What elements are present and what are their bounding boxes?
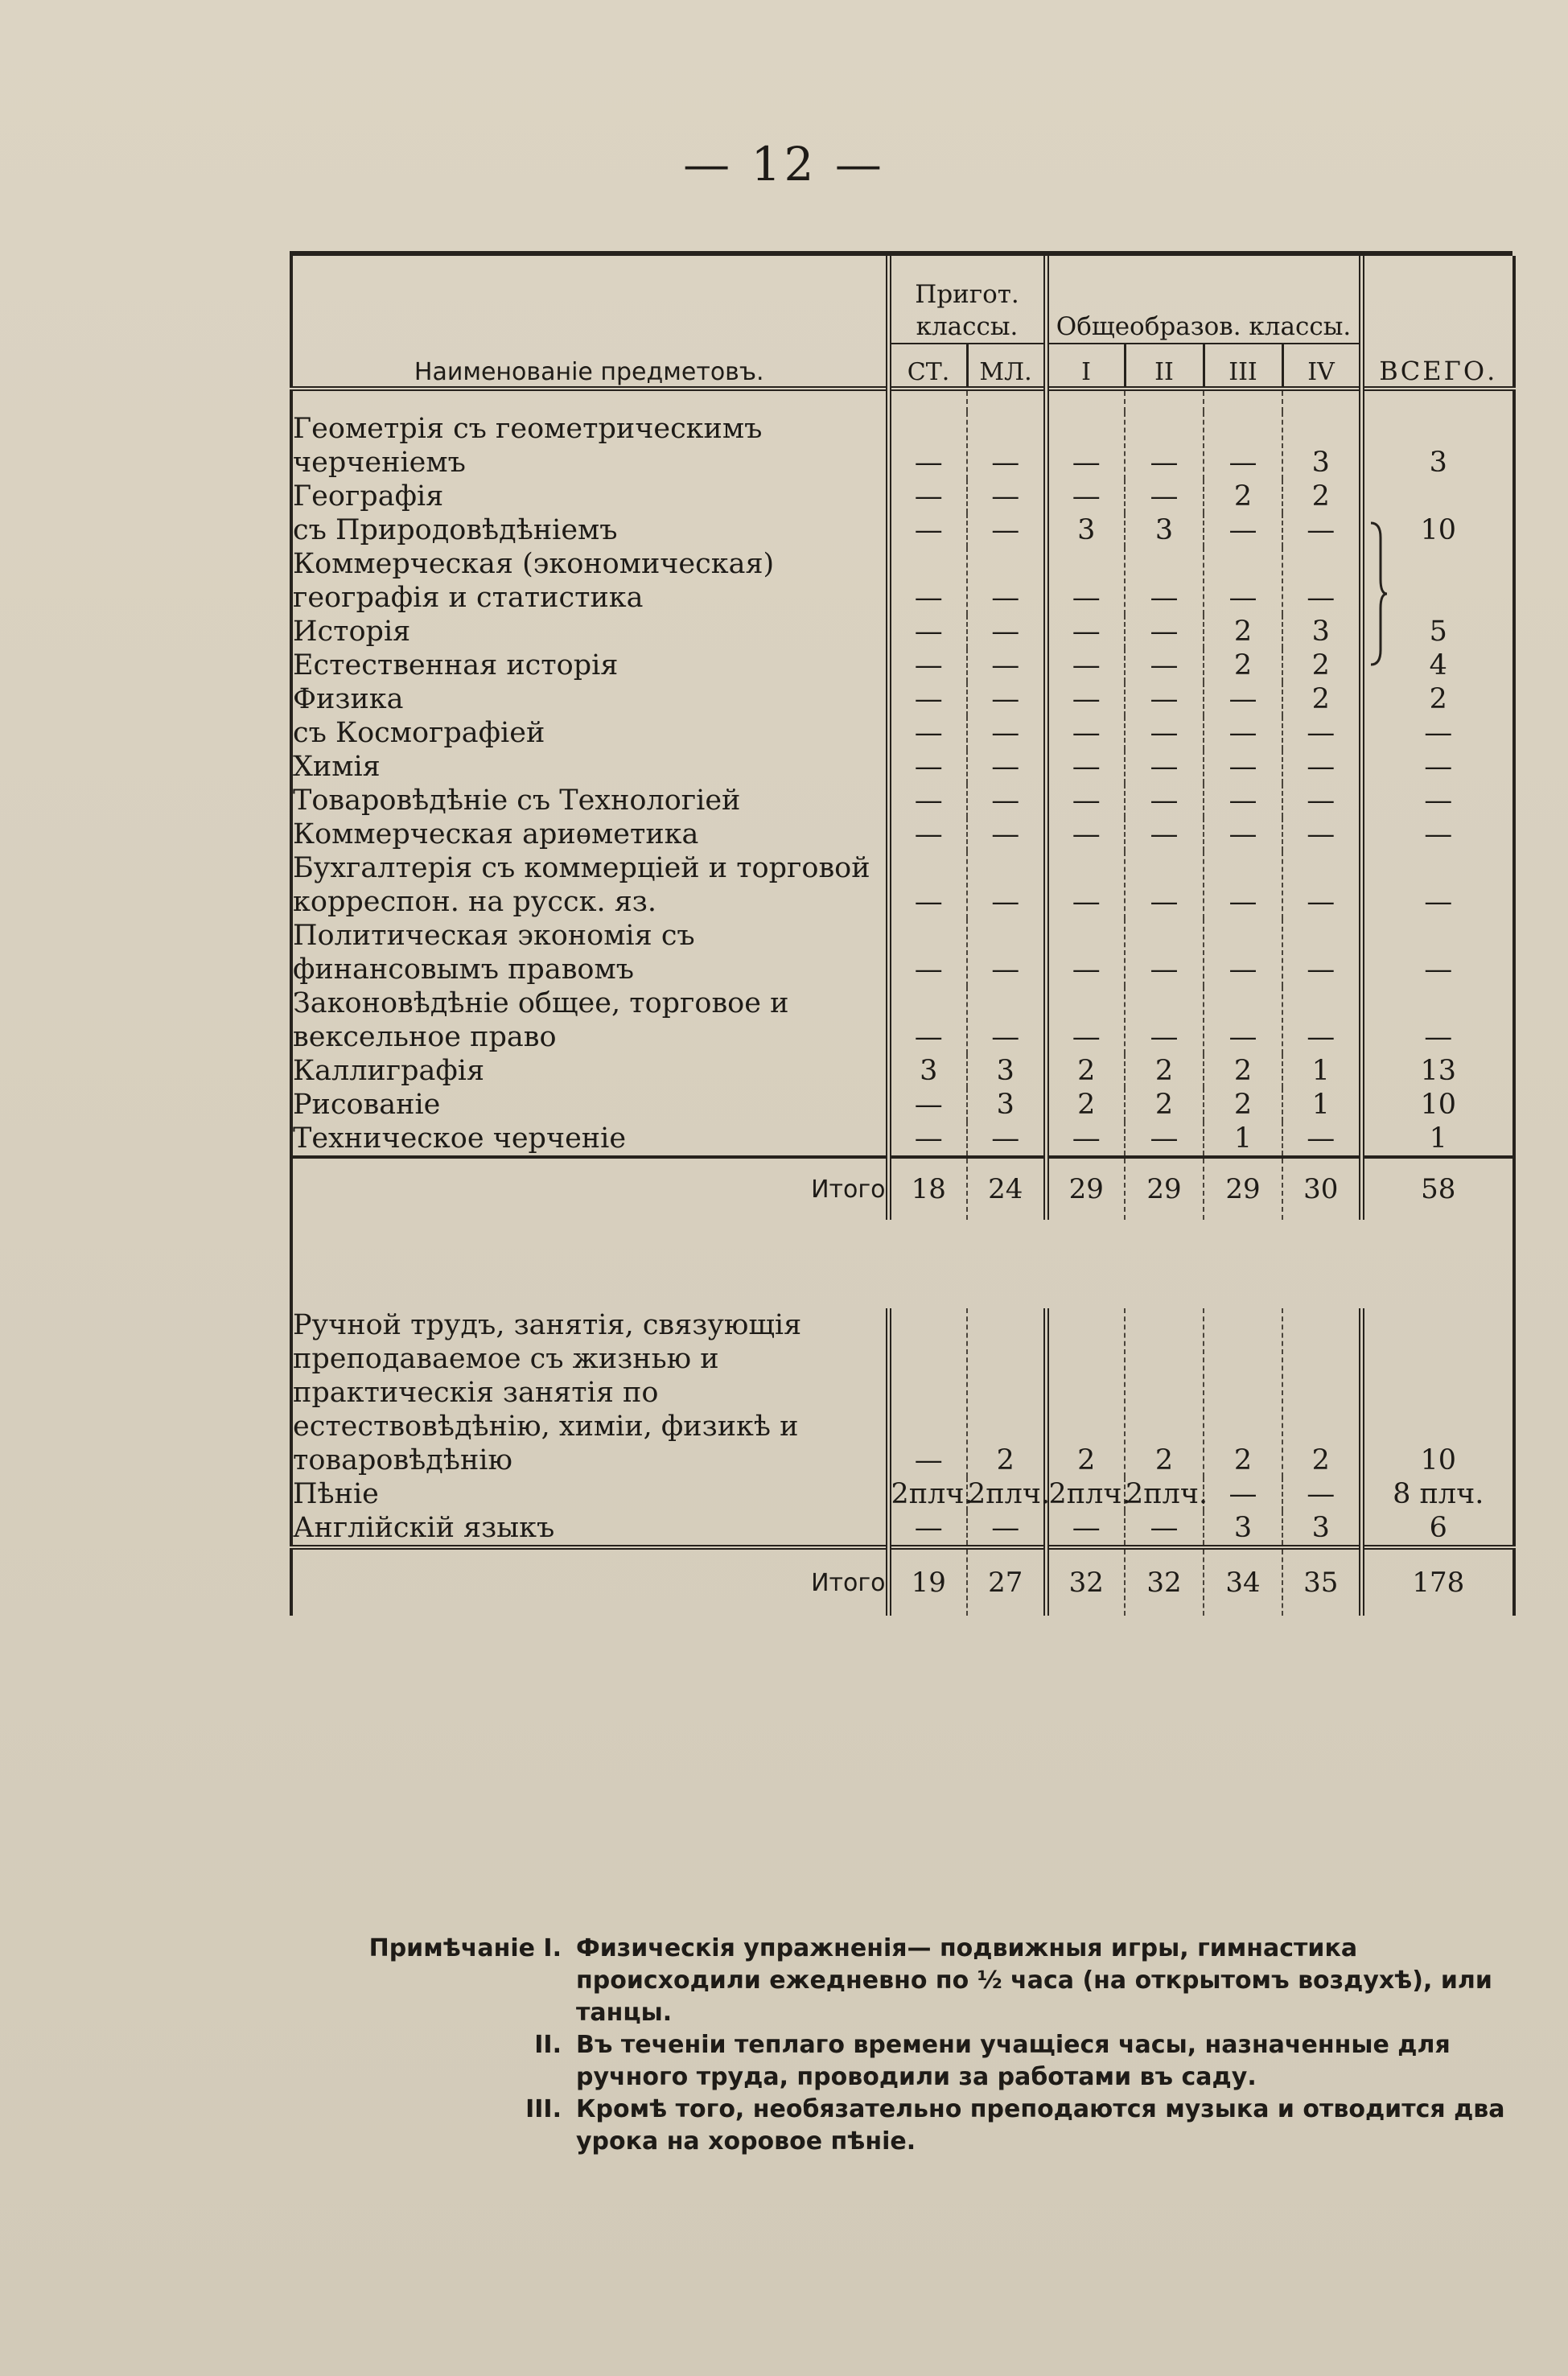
total-cell: 8 плч. [1361, 1477, 1514, 1511]
hours-cell: — [1204, 784, 1282, 817]
table-row [291, 547, 1514, 615]
total-cell: — [1361, 784, 1514, 817]
note-text: Въ теченіи теплаго времени учащіеся часы, назначенные для ручного труда, проводили за работами въ саду. [576, 2031, 1451, 2091]
hours-cell: — [1204, 412, 1282, 480]
hours-cell: 3 [1282, 1511, 1361, 1547]
hours-cell: — [888, 547, 967, 615]
hours-cell: 3 [967, 1088, 1046, 1122]
total-cell: 10 [1361, 1308, 1514, 1477]
hours-cell: — [1046, 682, 1125, 716]
hours-cell: — [888, 784, 967, 817]
hours-cell: 29 [1125, 1157, 1204, 1220]
hours-cell: 24 [967, 1157, 1046, 1220]
hours-cell: 1 [1204, 1122, 1282, 1157]
hours-cell: 27 [967, 1547, 1046, 1616]
hours-cell: — [967, 716, 1046, 750]
table-row [291, 513, 1514, 547]
hours-cell: — [888, 986, 967, 1054]
table-row [291, 919, 1514, 986]
curriculum-table [290, 256, 1516, 1616]
hours-cell: 3 [1125, 513, 1204, 547]
subject-name: Химія [291, 750, 888, 784]
hours-cell: 2 [1204, 1088, 1282, 1122]
subject-name: Исторія [291, 615, 888, 649]
hours-cell: — [1125, 919, 1204, 986]
total-cell: 5 [1361, 615, 1514, 649]
hours-cell: — [888, 851, 967, 919]
hours-cell: — [967, 547, 1046, 615]
subject-name: съ Природовѣдѣніемъ [291, 513, 888, 547]
hours-cell: — [888, 716, 967, 750]
hours-cell: — [1204, 513, 1282, 547]
hours-cell: 1 [1282, 1054, 1361, 1088]
hours-cell: — [1125, 682, 1204, 716]
table-row [291, 1308, 1514, 1477]
total-cell: — [1361, 986, 1514, 1054]
hours-cell: 19 [888, 1547, 967, 1616]
hours-cell: 2 [1125, 1054, 1204, 1088]
hours-cell: 3 [1282, 412, 1361, 480]
hours-cell: — [1125, 784, 1204, 817]
hours-cell: — [1282, 817, 1361, 851]
table-row [291, 784, 1514, 817]
hours-cell: 3 [1046, 513, 1125, 547]
total-cell: — [1361, 750, 1514, 784]
hours-cell: — [1046, 986, 1125, 1054]
hours-cell: — [1125, 649, 1204, 682]
notes-section [328, 1933, 1511, 2158]
total-cell: 10 [1361, 513, 1514, 547]
hours-cell: — [967, 750, 1046, 784]
total-cell: 178 [1361, 1547, 1514, 1616]
hours-cell: 2 [1046, 1088, 1125, 1122]
subject-name: Пѣніе [291, 1477, 888, 1511]
hours-cell: — [1125, 817, 1204, 851]
subject-name: Каллиграфія [291, 1054, 888, 1088]
hours-cell: — [888, 919, 967, 986]
total-cell: 1 [1361, 1122, 1514, 1157]
class-header-ml: МЛ. [967, 344, 1046, 389]
table-row [291, 1511, 1514, 1547]
note-text: Кромѣ того, необязательно преподаются музыка и отводится два урока на хоровое пѣніе. [576, 2095, 1505, 2156]
hours-cell: — [1046, 716, 1125, 750]
hours-cell: — [967, 817, 1046, 851]
hours-cell: — [967, 412, 1046, 480]
hours-cell: — [888, 649, 967, 682]
hours-cell: 2 [1125, 1088, 1204, 1122]
hours-cell: 2плч. [968, 1478, 1051, 1510]
table-row [291, 1088, 1514, 1122]
hours-cell: — [1204, 851, 1282, 919]
total-cell: 10 [1361, 1088, 1514, 1122]
total-cell: 58 [1361, 1157, 1514, 1220]
hours-cell: — [888, 480, 967, 513]
hours-cell: — [1046, 817, 1125, 851]
hours-cell: — [1282, 1122, 1361, 1157]
class-header-1: I [1046, 344, 1125, 389]
hours-cell: 35 [1282, 1547, 1361, 1616]
hours-cell: 32 [1125, 1547, 1204, 1616]
hours-cell: 2 [1204, 649, 1282, 682]
hours-cell: — [1125, 615, 1204, 649]
hours-cell: — [1204, 716, 1282, 750]
subject-name: съ Космографіей [291, 716, 888, 750]
hours-cell: — [1046, 412, 1125, 480]
hours-cell: — [1046, 750, 1125, 784]
table-row [291, 986, 1514, 1054]
hours-cell: — [1125, 1511, 1204, 1547]
hours-cell: — [888, 412, 967, 480]
hours-cell: 2 [1204, 615, 1282, 649]
subject-name: Коммерческая (экономическая) географія и статистика [291, 547, 888, 615]
total-cell: — [1361, 851, 1514, 919]
hours-cell: — [1282, 986, 1361, 1054]
hours-cell: — [1125, 986, 1204, 1054]
subject-name: Физика [291, 682, 888, 716]
hours-cell: — [1204, 750, 1282, 784]
prep-classes-header: Пригот. классы. [888, 256, 1046, 344]
hours-cell: 3 [967, 1054, 1046, 1088]
note-label: Примѣчаніе I. [368, 1934, 562, 1962]
total-cell: — [1361, 716, 1514, 750]
hours-cell: — [1125, 412, 1204, 480]
hours-cell: — [1282, 784, 1361, 817]
page-number: — 12 — [683, 137, 885, 191]
hours-cell: — [888, 750, 967, 784]
hours-cell: 2 [1282, 480, 1361, 513]
hours-cell: 2 [1204, 1054, 1282, 1088]
hours-cell: 29 [1046, 1157, 1125, 1220]
hours-cell: 2плч. [1046, 1477, 1125, 1511]
hours-cell: — [967, 649, 1046, 682]
hours-cell: 3 [1204, 1511, 1282, 1547]
hours-cell: — [1046, 480, 1125, 513]
table-row [291, 716, 1514, 750]
hours-cell: — [1282, 1477, 1361, 1511]
hours-cell: — [967, 986, 1046, 1054]
subject-name: Геометрія съ геометрическимъ черченіемъ [291, 412, 888, 480]
total-cell: 4 [1361, 649, 1514, 682]
hours-cell: — [1204, 986, 1282, 1054]
hours-cell: 32 [1046, 1547, 1125, 1616]
table-row [291, 649, 1514, 682]
subject-name: Коммерческая ариѳметика [291, 817, 888, 851]
hours-cell: — [1282, 750, 1361, 784]
note-label: II. [534, 2031, 562, 2059]
hours-cell: — [1046, 649, 1125, 682]
hours-cell: 30 [1282, 1157, 1361, 1220]
hours-cell: — [1046, 547, 1125, 615]
hours-cell: — [888, 1511, 967, 1547]
table-row [291, 480, 1514, 513]
hours-cell: — [1125, 716, 1204, 750]
hours-cell: — [1282, 547, 1361, 615]
table-row [291, 412, 1514, 480]
hours-cell: — [888, 1308, 967, 1477]
hours-cell: 18 [888, 1157, 967, 1220]
subject-name: Законовѣдѣніе общее, торговое и вексельное право [291, 986, 888, 1054]
table-row [291, 851, 1514, 919]
hours-cell: 2 [1204, 480, 1282, 513]
class-header-2: II [1125, 344, 1204, 389]
class-header-3: III [1204, 344, 1282, 389]
hours-cell: — [967, 851, 1046, 919]
class-header-st: СТ. [888, 344, 967, 389]
hours-cell: 2плч. [1126, 1478, 1208, 1510]
hours-cell: — [1125, 851, 1204, 919]
hours-cell: 29 [1204, 1157, 1282, 1220]
total-row [291, 1547, 1514, 1616]
hours-cell: — [888, 817, 967, 851]
note-label: III. [525, 2095, 562, 2123]
subject-name: Географія [291, 480, 888, 513]
hours-cell: — [967, 919, 1046, 986]
hours-cell: — [1204, 682, 1282, 716]
hours-cell: 2 [1282, 1308, 1361, 1477]
hours-cell: — [888, 1122, 967, 1157]
subject-column-header: Наименованіе предметовъ. [291, 256, 888, 389]
hours-cell: 2 [1046, 1054, 1125, 1088]
hours-cell: — [1282, 513, 1361, 547]
general-classes-header: Общеобразов. классы. [1046, 256, 1361, 344]
table-row [291, 1477, 1514, 1511]
subject-name: Англійскій языкъ [291, 1511, 888, 1547]
hours-cell: — [1282, 716, 1361, 750]
subject-name: Техническое черченіе [291, 1122, 888, 1157]
hours-cell: — [888, 615, 967, 649]
table-row [291, 682, 1514, 716]
hours-cell: — [888, 682, 967, 716]
subject-name: Политическая экономія съ финансовымъ правомъ [291, 919, 888, 986]
hours-cell: — [1204, 919, 1282, 986]
hours-cell: 3 [1282, 615, 1361, 649]
note [328, 1933, 1511, 2029]
hours-cell: — [1046, 615, 1125, 649]
hours-cell: — [1282, 851, 1361, 919]
hours-cell: — [1125, 480, 1204, 513]
hours-cell: — [1046, 1511, 1125, 1547]
hours-cell: — [1046, 919, 1125, 986]
hours-cell: 2 [1046, 1308, 1125, 1477]
hours-cell: — [967, 615, 1046, 649]
hours-cell: 2плч. [888, 1477, 967, 1511]
hours-cell: — [1046, 784, 1125, 817]
total-cell [1361, 480, 1514, 513]
hours-cell: — [967, 1122, 1046, 1157]
subject-name: Естественная исторія [291, 649, 888, 682]
hours-cell: — [1204, 547, 1282, 615]
hours-cell: 34 [1204, 1547, 1282, 1616]
hours-cell: 2 [1125, 1308, 1204, 1477]
hours-cell: — [888, 1088, 967, 1122]
hours-cell: — [967, 480, 1046, 513]
table-row [291, 1122, 1514, 1157]
subject-name: Рисованіе [291, 1088, 888, 1122]
hours-cell: 2 [967, 1308, 1046, 1477]
subject-name: Бухгалтерія съ коммерціей и торговой корреспон. на русск. яз. [291, 851, 888, 919]
hours-cell: — [1125, 1122, 1204, 1157]
hours-cell: — [967, 1511, 1046, 1547]
table-row [291, 1054, 1514, 1088]
hours-cell: — [1282, 919, 1361, 986]
hours-cell: — [888, 513, 967, 547]
hours-cell: 2 [1204, 1308, 1282, 1477]
total-label: Итого [291, 1157, 888, 1220]
total-cell: 2 [1361, 682, 1514, 716]
hours-cell: 3 [888, 1054, 967, 1088]
subject-name: Ручной трудъ, занятія, связующія преподаваемое съ жизнью и практическія занятія по естествовѣдѣнію, химіи, физикѣ и товаровѣдѣнію [291, 1308, 888, 1477]
total-cell: 13 [1361, 1054, 1514, 1088]
total-cell: 3 [1361, 412, 1514, 480]
note [328, 2029, 1511, 2094]
total-cell: 6 [1361, 1511, 1514, 1547]
note-text: Физическія упражненія— подвижныя игры, гимнастика происходили ежедневно по ½ часа (на открытомъ воздухѣ), или танцы. [576, 1934, 1492, 2027]
hours-cell: — [1125, 547, 1204, 615]
table-row [291, 817, 1514, 851]
total-row [291, 1157, 1514, 1220]
subject-name: Товаровѣдѣніе съ Технологіей [291, 784, 888, 817]
bracket-icon [1368, 521, 1389, 666]
note [328, 2094, 1511, 2158]
hours-cell: 2 [1282, 649, 1361, 682]
total-label: Итого [291, 1547, 888, 1616]
table-row [291, 615, 1514, 649]
hours-cell: — [1046, 851, 1125, 919]
hours-cell: 2 [1282, 682, 1361, 716]
hours-cell: — [967, 513, 1046, 547]
class-header-4: IV [1282, 344, 1361, 389]
total-column-header: ВСЕГО. [1361, 256, 1514, 389]
total-cell: — [1361, 817, 1514, 851]
hours-cell: — [1125, 750, 1204, 784]
hours-cell: — [967, 784, 1046, 817]
hours-cell: — [1204, 817, 1282, 851]
hours-cell: — [1046, 1122, 1125, 1157]
hours-cell: — [967, 682, 1046, 716]
hours-cell: — [1204, 1477, 1282, 1511]
table-row [291, 750, 1514, 784]
hours-cell: 1 [1282, 1088, 1361, 1122]
total-cell: — [1361, 919, 1514, 986]
